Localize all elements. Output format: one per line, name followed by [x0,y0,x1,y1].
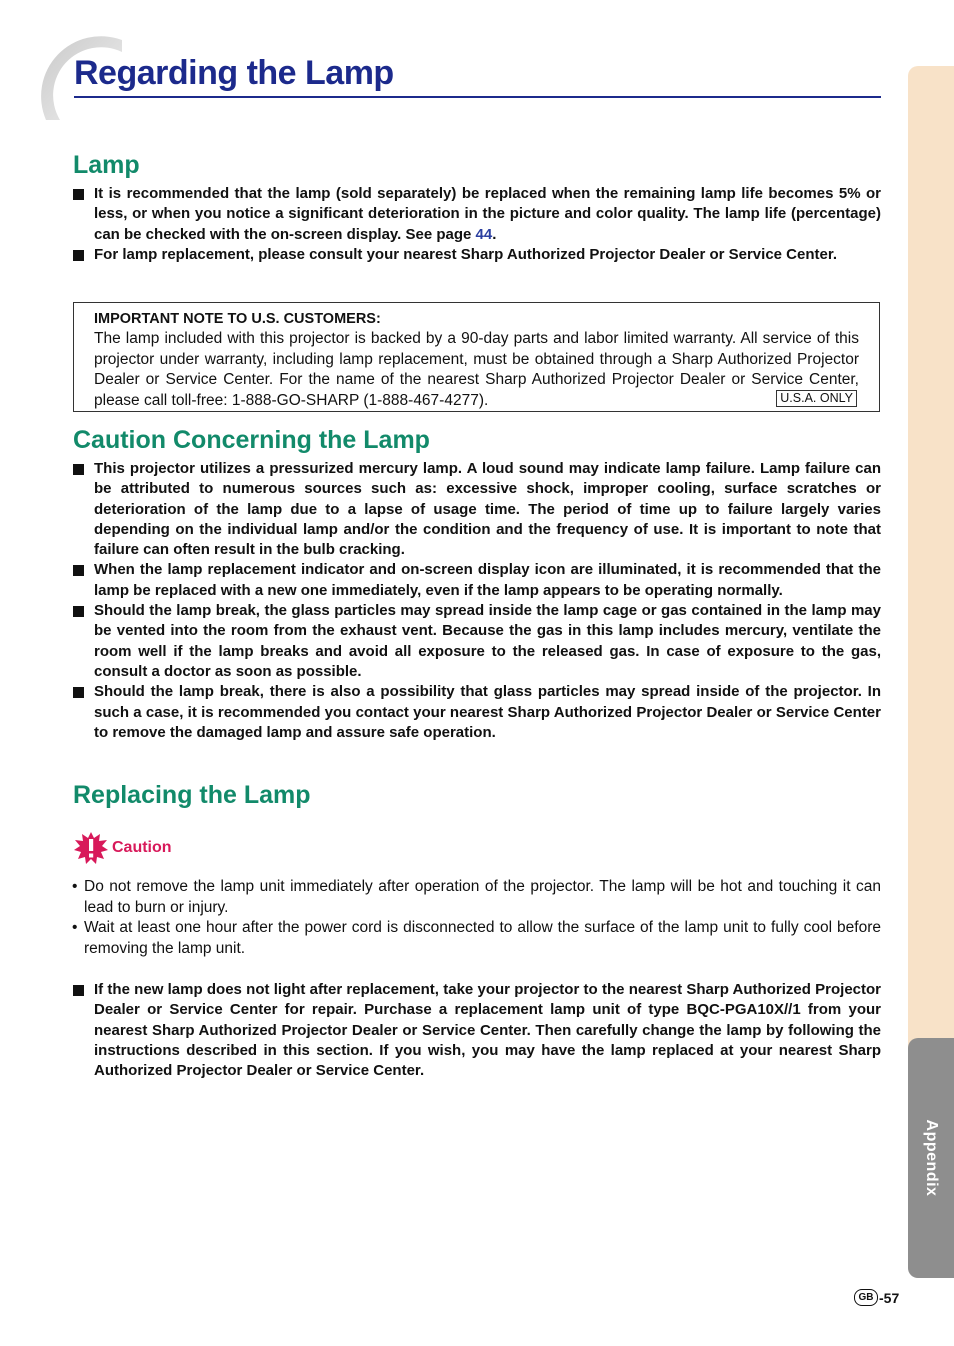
caution-text: Do not remove the lamp unit immediately after operation of the projector. The lamp will be hot and touching it can lead to burn or injury. [84,878,881,916]
list-item [72,918,881,959]
list-item [72,459,881,560]
square-bullet-icon [73,985,84,996]
dot-bullet-icon: • [72,878,78,895]
bullet-text: Should the lamp break, the glass particles may spread inside the lamp cage or gas contained in the lamp may be vented into the room from the exhaust vent. Because the gas in this lamp includes mercury, ventilate the room well if the lamp breaks and avoid all exposure to the released gas. In case of exposure to the gas, consult a doctor as soon as possible. [94,602,881,680]
list-item [72,601,881,682]
list-item [72,682,881,743]
usa-only-badge: U.S.A. ONLY [776,390,857,407]
title-rule [74,96,881,98]
bullet-text: Should the lamp break, there is also a possibility that glass particles may spread inside of the projector. In such a case, it is recommended you contact your nearest Sharp Authorized Projector Dealer or Service Center to remove the damaged lamp and assure safe operation. [94,683,881,741]
caution-dot-list [72,877,881,959]
caution-burst-icon [74,832,108,864]
list-item [72,877,881,918]
replacing-bullet-list [72,980,881,1081]
list-item [72,560,881,601]
heading-replacing-lamp: Replacing the Lamp [73,781,311,809]
list-item [72,245,881,265]
caution-text: Wait at least one hour after the power cord is disconnected to allow the surface of the lamp unit to fully cool before removing the lamp unit. [84,919,881,957]
square-bullet-icon [73,606,84,617]
bullet-text: For lamp replacement, please consult your nearest Sharp Authorized Projector Dealer or Service Center. [94,245,838,263]
note-body: The lamp included with this projector is backed by a 90-day parts and labor limited warranty. All service of this projector under warranty, including lamp replacement, must be obtained through a Sharp Authorized Projector Dealer or Service Center. For the name of the nearest Sharp Authorized Projector Dealer or Service Center, please call toll-free: 1-888-GO-SHARP (1-888-467-4277). [94,330,859,409]
list-item [72,184,881,245]
us-customers-note-box [73,302,880,412]
note-title: IMPORTANT NOTE TO U.S. CUSTOMERS: [94,311,381,327]
appendix-tab-label: Appendix [923,1119,940,1197]
heading-lamp: Lamp [73,151,140,179]
caution-callout [74,832,172,864]
lamp-bullet-list [72,184,881,265]
square-bullet-icon [73,189,84,200]
page-reference-link[interactable]: 44 [475,225,493,243]
square-bullet-icon [73,464,84,475]
caution-concerning-bullet-list [72,459,881,743]
square-bullet-icon [73,250,84,261]
page-title: Regarding the Lamp [74,54,394,92]
bullet-text: If the new lamp does not light after replacement, take your projector to the nearest Sharp Authorized Projector Dealer or Service Center for repair. Purchase a replacement lamp unit of type BQC-PGA10X//1 from your nearest Sharp Authorized Projector Dealer or Service Center. Then carefully change the lamp by following the instructions described in this section. If you wish, you may have the lamp replaced at your nearest Sharp Authorized Projector Dealer or Service Center. [94,981,881,1080]
square-bullet-icon [73,687,84,698]
bullet-text: This projector utilizes a pressurized mercury lamp. A loud sound may indicate lamp failure. Lamp failure can be attributed to numerous sources such as: excessive shock, improper cooling, surface scratches or deterioration of the lamp due to a lapse of usage time. The period of time up to failure largely varies depending on the individual lamp and/or the condition and the frequency of use. It is important to note that failure can often result in the bulb cracking. [94,460,881,559]
page-number-text: -57 [879,1289,900,1306]
region-badge: GB [854,1289,878,1306]
bullet-suffix: . [492,225,497,243]
page-number [854,1289,899,1306]
list-item [72,980,881,1081]
bullet-text: It is recommended that the lamp (sold separately) be replaced when the remaining lamp life becomes 5% or less, or when you notice a significant deterioration in the picture and color quality. The lamp life (percentage) can be checked with the on-screen display. See page [94,185,881,243]
side-tab-background [908,66,954,1076]
dot-bullet-icon: • [72,919,78,936]
caution-label: Caution [112,839,172,856]
square-bullet-icon [73,565,84,576]
bullet-text: When the lamp replacement indicator and on-screen display icon are illuminated, it is recommended that the lamp be replaced with a new one immediately, even if the lamp appears to be operating normally. [94,561,881,599]
heading-caution-concerning-lamp: Caution Concerning the Lamp [73,426,430,454]
